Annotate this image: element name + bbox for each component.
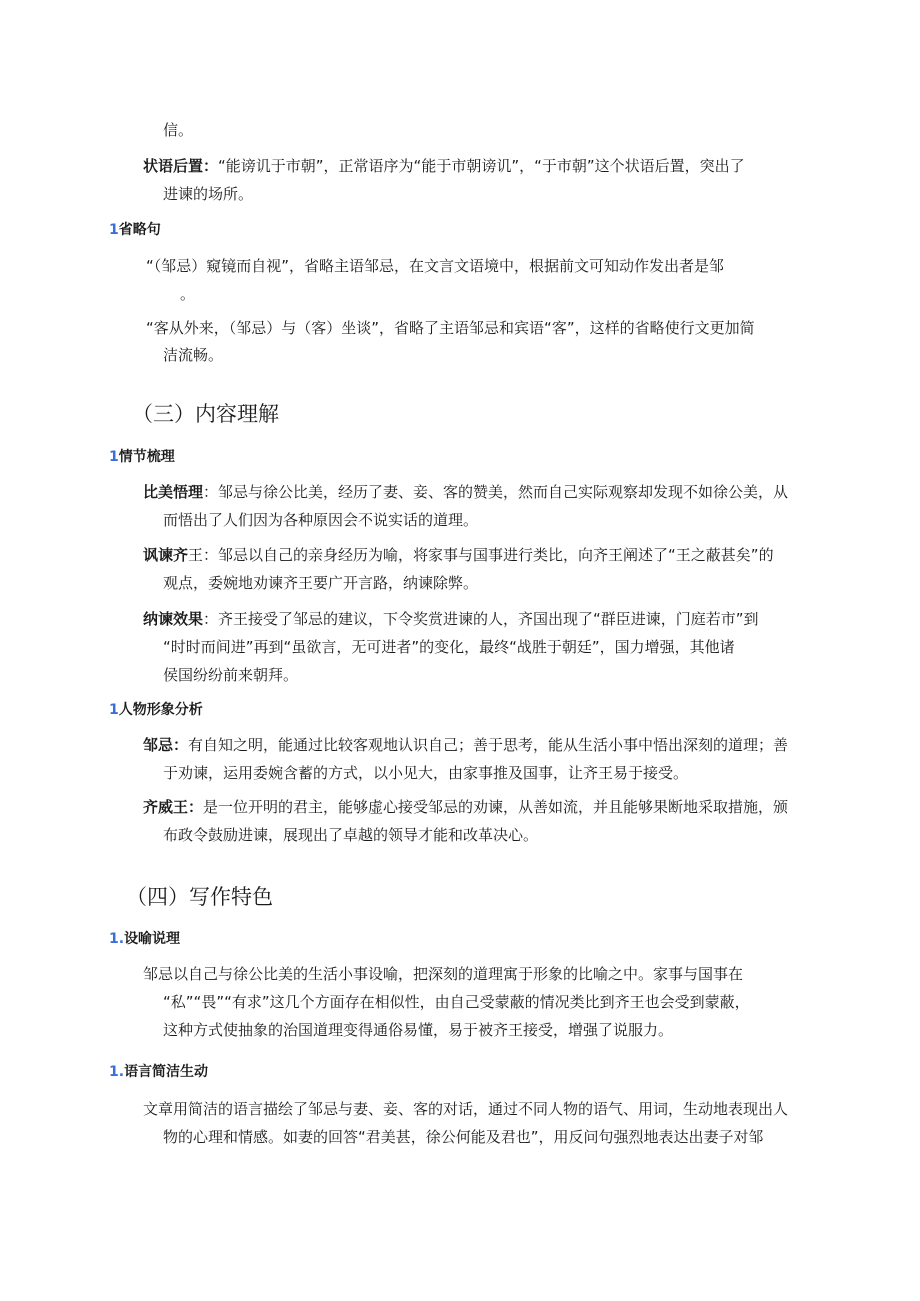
character-king-cont: 布政令鼓励进谏，展现出了卓越的领导才能和改革决心。 xyxy=(163,826,539,844)
plot-item-1: 比美悟理：邹忌与徐公比美，经历了妻、妾、客的赞美，然而自己实际观察却发现不如徐公美，从 xyxy=(143,483,789,501)
plot-item-3-cont-2: 侯国纷纷前来朝拜。 xyxy=(163,666,299,684)
metaphor-line-1: 邹忌以自己与徐公比美的生活小事设喻，把深刻的道理寓于形象的比喻之中。家事与国事在 xyxy=(143,965,744,983)
character-zouji-cont: 于劝谏，运用委婉含蓄的方式，以小见大，由家事推及国事，让齐王易于接受。 xyxy=(163,764,689,782)
character-king: 齐威王：是一位开明的君主，能够虚心接受邹忌的劝谏，从善如流，并且能够果断地采取措施，颁 xyxy=(143,798,789,816)
plot-item-3-cont-1: “时时而间进”再到“虽欲言，无可进者”的变化，最终“战胜于朝廷”，国力增强，其他诸 xyxy=(163,638,735,656)
metaphor-line-3: 这种方式使抽象的治国道理变得通俗易懂，易于被齐王接受，增强了说服力。 xyxy=(163,1021,674,1039)
character-zouji: 邹忌：有自知之明，能通过比较客观地认识自己；善于思考，能从生活小事中悟出深刻的道理；善 xyxy=(143,736,789,754)
omission-heading: 1省略句 xyxy=(109,222,161,238)
language-line-2: 物的心理和情感。如妻的回答“君美甚，徐公何能及君也”，用反问句强烈地表达出妻子对邹 xyxy=(163,1128,764,1146)
plot-heading: 1情节梳理 xyxy=(109,449,175,465)
omission-example-2: “客从外来，（邹忌）与（客）坐谈”，省略了主语邹忌和宾语“客”，这样的省略使行文更加简 xyxy=(146,319,755,337)
omission-example-1-end: 。 xyxy=(180,285,196,303)
paragraph-tail: 信。 xyxy=(163,121,194,139)
metaphor-line-2: “私”“畏”“有求”这几个方面存在相似性，由自己受蒙蔽的情况类比到齐王也会受到蒙蔽， xyxy=(163,993,750,1011)
plot-item-1-cont: 而悟出了人们因为各种原因会不说实话的道理。 xyxy=(163,511,479,529)
adverbial-line-1: 状语后置：“能谤讥于市朝”，正常语序为“能于市朝谤讥”，“于市朝”这个状语后置，突出了 xyxy=(143,157,745,175)
section-heading-content: （三）内容理解 xyxy=(132,402,279,426)
plot-item-2: 讽谏齐王：邹忌以自己的亲身经历为喻，将家事与国事进行类比，向齐王阐述了“王之蔽甚矣”的 xyxy=(143,546,774,564)
adverbial-line-2: 进谏的场所。 xyxy=(163,185,254,203)
characters-heading: 1人物形象分析 xyxy=(109,702,203,718)
language-line-1: 文章用简洁的语言描绘了邹忌与妻、妾、客的对话，通过不同人物的语气、用词，生动地表现出人 xyxy=(143,1100,789,1118)
language-heading: 1.语言简洁生动 xyxy=(109,1064,209,1080)
plot-item-3: 纳谏效果：齐王接受了邹忌的建议，下令奖赏进谏的人，齐国出现了“群臣进谏，门庭若市”到 xyxy=(143,610,759,628)
section-heading-writing: （四）写作特色 xyxy=(126,885,273,909)
omission-example-2-end: 洁流畅。 xyxy=(163,346,224,364)
plot-item-2-cont: 观点，委婉地劝谏齐王要广开言路，纳谏除弊。 xyxy=(163,574,479,592)
adverbial-term: 状语后置： xyxy=(143,157,219,175)
omission-example-1: “（邹忌）窥镜而自视”，省略主语邹忌，在文言文语境中，根据前文可知动作发出者是邹 xyxy=(146,257,725,275)
metaphor-heading: 1.设喻说理 xyxy=(109,931,181,947)
